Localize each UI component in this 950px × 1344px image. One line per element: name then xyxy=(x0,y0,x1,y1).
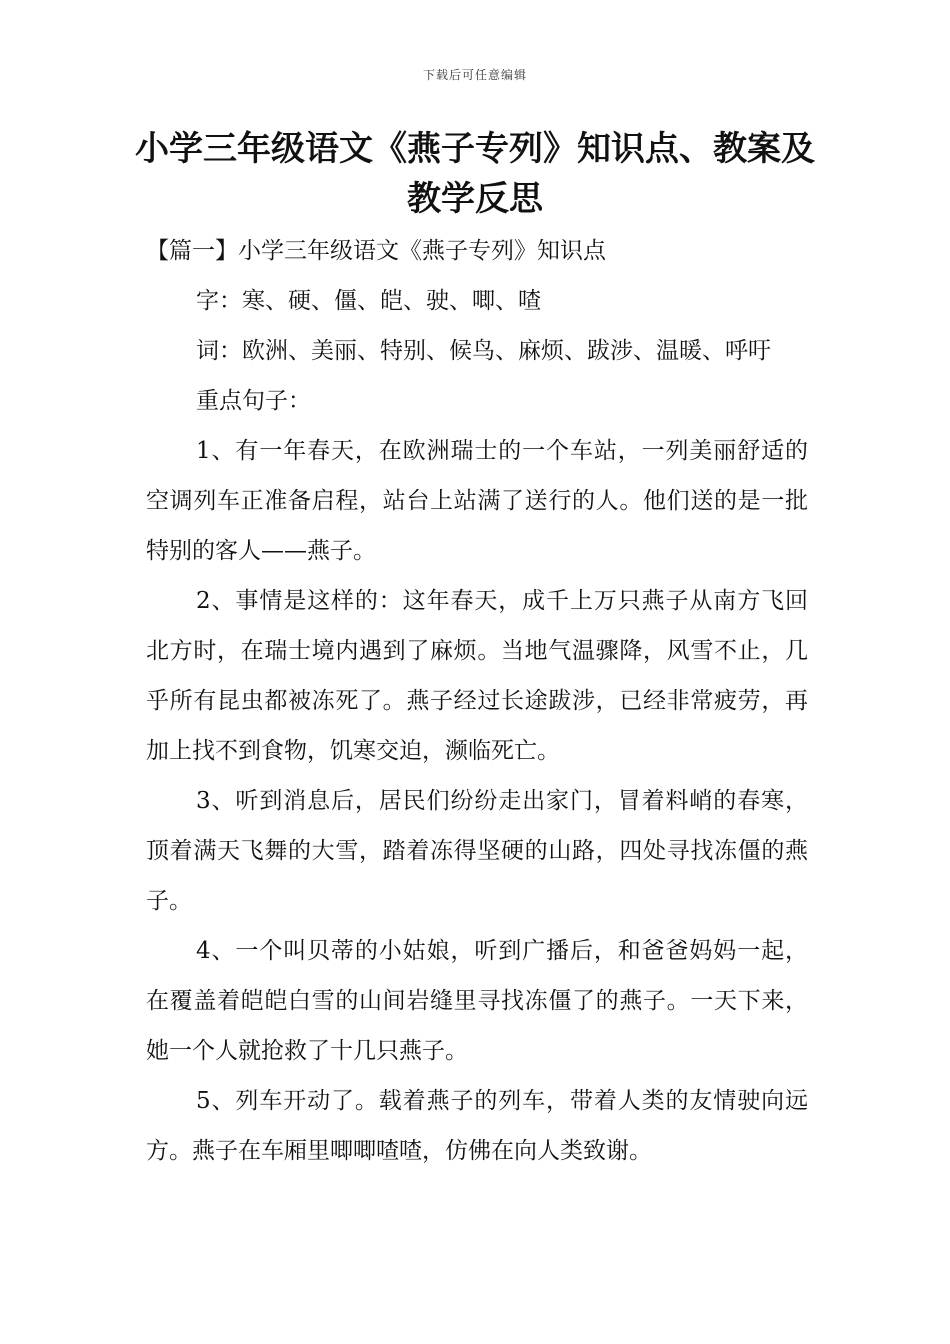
characters-line: 字：寒、硬、僵、皑、驶、唧、喳 xyxy=(196,288,541,314)
key-sentences-label: 重点句子： xyxy=(196,388,311,414)
document-body xyxy=(146,226,808,1176)
words-line: 词：欧洲、美丽、特别、候鸟、麻烦、跋涉、温暖、呼吁 xyxy=(196,338,771,364)
sentence-paragraph: 4、一个叫贝蒂的小姑娘，听到广播后，和爸爸妈妈一起，在覆盖着皑皑白雪的山间岩缝里寻找冻僵了的燕子。一天下来，她一个人就抢救了十几只燕子。 xyxy=(146,938,808,1064)
sentence-paragraph: 5、列车开动了。载着燕子的列车，带着人类的友情驶向远方。燕子在车厢里唧唧喳喳，仿佛在向人类致谢。 xyxy=(146,1088,808,1164)
page-header-note: 下载后可任意编辑 xyxy=(422,68,527,82)
sentence-paragraph: 1、有一年春天，在欧洲瑞士的一个车站，一列美丽舒适的空调列车正准备启程，站台上站满了送行的人。他们送的是一批特别的客人——燕子。 xyxy=(146,438,808,564)
sentence-paragraph: 3、听到消息后，居民们纷纷走出家门，冒着料峭的春寒，顶着满天飞舞的大雪，踏着冻得坚硬的山路，四处寻找冻僵的燕子。 xyxy=(146,788,808,914)
sentence-paragraph: 2、事情是这样的：这年春天，成千上万只燕子从南方飞回北方时，在瑞士境内遇到了麻烦。当地气温骤降，风雪不止，几乎所有昆虫都被冻死了。燕子经过长途跋涉，已经非常疲劳，再加上找不到食物，饥寒交迫，濒临死亡。 xyxy=(146,588,808,764)
section-heading: 【篇一】小学三年级语文《燕子专列》知识点 xyxy=(146,238,606,264)
document-title: 小学三年级语文《燕子专列》知识点、教案及教学反思 xyxy=(135,129,815,219)
